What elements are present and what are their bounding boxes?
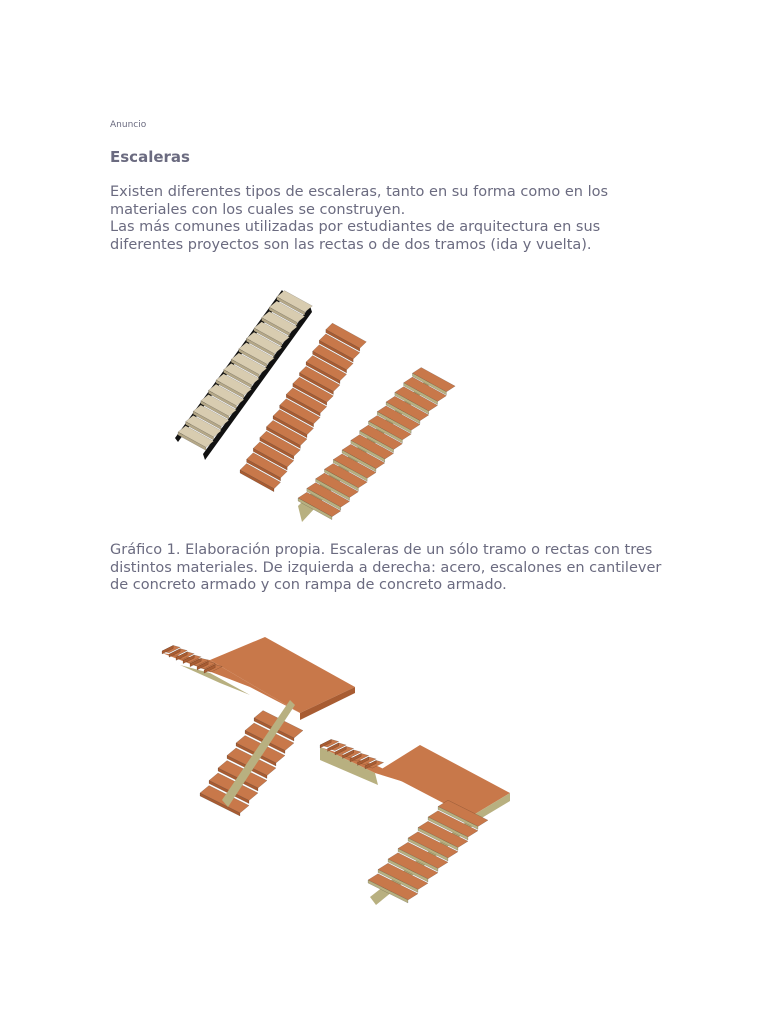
two-flight-stairs-illustration (150, 625, 530, 915)
page-title: Escaleras (110, 148, 190, 166)
two-flight-stair-right (320, 739, 510, 905)
intro-paragraph: Existen diferentes tipos de escaleras, tanto en su forma como en los materiales con los cuales se construyen. (110, 184, 609, 218)
common-types-paragraph: Las más comunes utilizadas por estudiantes de arquitectura en sus diferentes proyectos son las rectas o de dos tramos (ida y vuelta). (110, 219, 601, 253)
two-flight-stair-left (162, 637, 355, 816)
straight-stairs-illustration (160, 280, 460, 530)
ad-label: Anuncio (110, 120, 147, 130)
figure-1-caption: Gráfico 1. Elaboración propia. Escaleras de un sólo tramo o rectas con tres distintos materiales. De izquierda a derecha: acero, escalones en cantilever de concreto armado y con rampa de concreto armado. (110, 542, 662, 593)
